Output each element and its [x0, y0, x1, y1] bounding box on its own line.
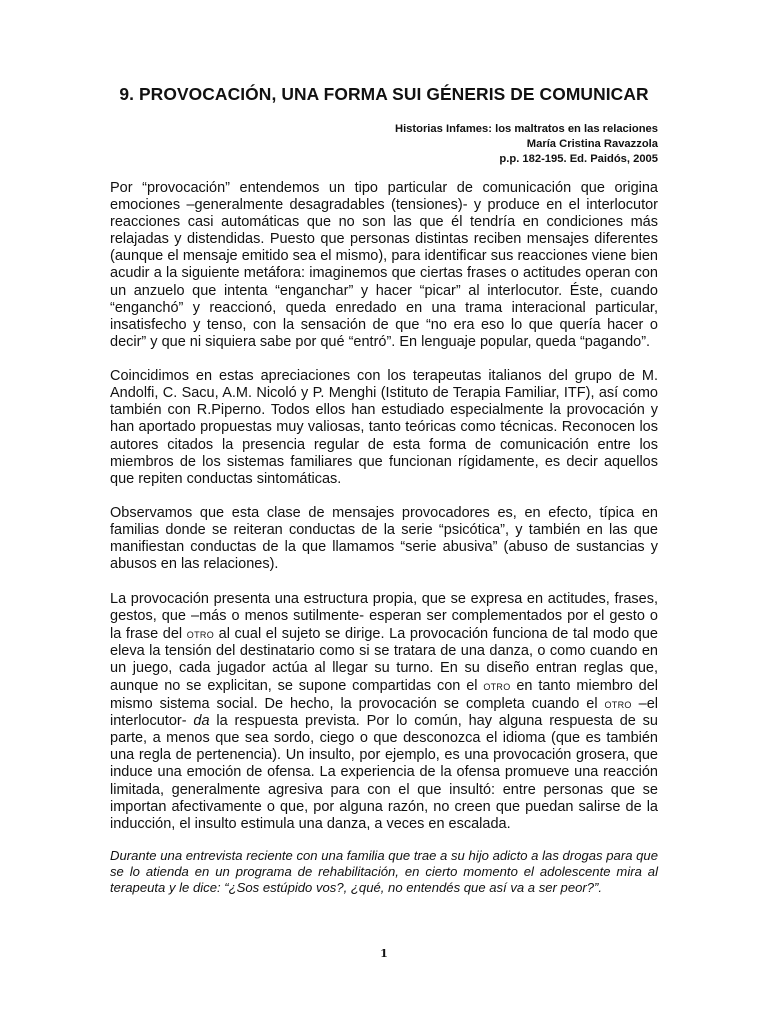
paragraph-1: Por “provocación” entendemos un tipo particular de comunicación que origina emociones –generalmente desagradables (tensiones)- y produce en el interlocutor reacciones casi automáticas que no son las que él tendría en condiciones más relajadas y distendidas. Puesto que personas distintas reciben mensajes diferentes (aunque el mensaje emitido sea el mismo), para identificar sus reacciones viene bien acudir a la siguiente metáfora: imaginemos que ciertas frases o actitudes operan con un anzuelo que intenta “enganchar” y hacer “picar” al interlocutor. Éste, cuando “enganchó” y reaccionó, queda enredado en una trama interacional particular, insatisfecho y tenso, con la sensación de que “no era eso lo que quería hacer o decir” y que ni siquiera sabe por qué “entró”. En lenguaje popular, queda “pagando”. [110, 180, 658, 350]
reference-book-title: Historias Infames: los maltratos en las relaciones [394, 123, 658, 135]
document-title: 9. PROVOCACIÓN, UNA FORMA SUI GÉNERIS DE COMUNICAR [119, 84, 649, 104]
otro-small-caps: otro [186, 625, 214, 641]
paragraph-4-text-d: –el interlocutor- [110, 696, 658, 730]
document-body [110, 180, 658, 896]
paragraph-3: Observamos que esta clase de mensajes provocadores es, en efecto, típica en familias donde se reiteran conductas de la serie “psicótica”, y también en las que manifiestan conductas de la que llamamos “serie abusiva” (abuso de sustancias y abusos en las relaciones). [110, 504, 658, 573]
paragraph-4-text-a: La provocación presenta una estructura propia, que se expresa en actitudes, frases, gestos, que –más o menos sutilmente- esperan ser complementados por el gesto o la frase del [110, 590, 658, 642]
otro-small-caps: otro [483, 678, 511, 693]
page-number: 1 [380, 947, 388, 960]
paragraph-4-text-c: en tanto miembro del mismo sistema social. De hecho, la provocación se completa cuando el [110, 678, 658, 713]
otro-small-caps: otro [604, 696, 632, 712]
paragraph-4 [110, 591, 658, 833]
paragraph-2: Coincidimos en estas apreciaciones con los terapeutas italianos del grupo de M. Andolfi, C. Sacu, A.M. Nicoló y P. Menghi (Istituto de Terapia Familiar, ITF), así como también con R.Piperno. Todos ellos han estudiado especialmente la provocación y han aportado propuestas muy valiosas, tanto teóricas como técnicas. Reconocen los autores citados la presencia regular de esta forma de comunicación entre los miembros de los sistemas familiares que funcionan rígidamente, es decir aquellos que repiten conductas sintomáticas. [110, 368, 658, 487]
bibliographic-reference [395, 122, 658, 167]
reference-pages-publisher: p.p. 182-195. Ed. Paidós, 2005 [499, 153, 658, 165]
reference-author: María Cristina Ravazzola [526, 138, 658, 150]
paragraph-4-text-b: al cual el sujeto se dirige. La provocación funciona de tal modo que eleva la tensión del destinatario como si se tratara de una danza, o como cuando en un juego, cada jugador actúa al llegar su turno. En su diseño entran reglas que, aunque no se explicitan, se supone compartidas con el [110, 625, 658, 694]
case-quote: Durante una entrevista reciente con una familia que trae a su hijo adicto a las drogas para que se lo atienda en un programa de rehabilitación, en cierto momento el adolescente mira al terapeuta y le dice: “¿Sos estúpido vos?, ¿qué, no entendés que así va a ser peor?”. [110, 848, 658, 896]
paragraph-4-text-e: la respuesta prevista. Por lo común, hay alguna respuesta de su parte, a menos que sea sordo, ciego o que desconozca el idioma (que es también una regla de pertenencia). Un insulto, por ejemplo, es una provocación grosera, que induce una emoción de ofensa. La experiencia de la ofensa promueve una reacción limitada, generalmente agresiva para con el que insultó: entre personas que se importan afectivamente o que, por alguna razón, no creen que puedan salirse de la inducción, el insulto estimula una danza, a veces en escalada. [110, 713, 658, 832]
da-italic: da [193, 713, 210, 730]
